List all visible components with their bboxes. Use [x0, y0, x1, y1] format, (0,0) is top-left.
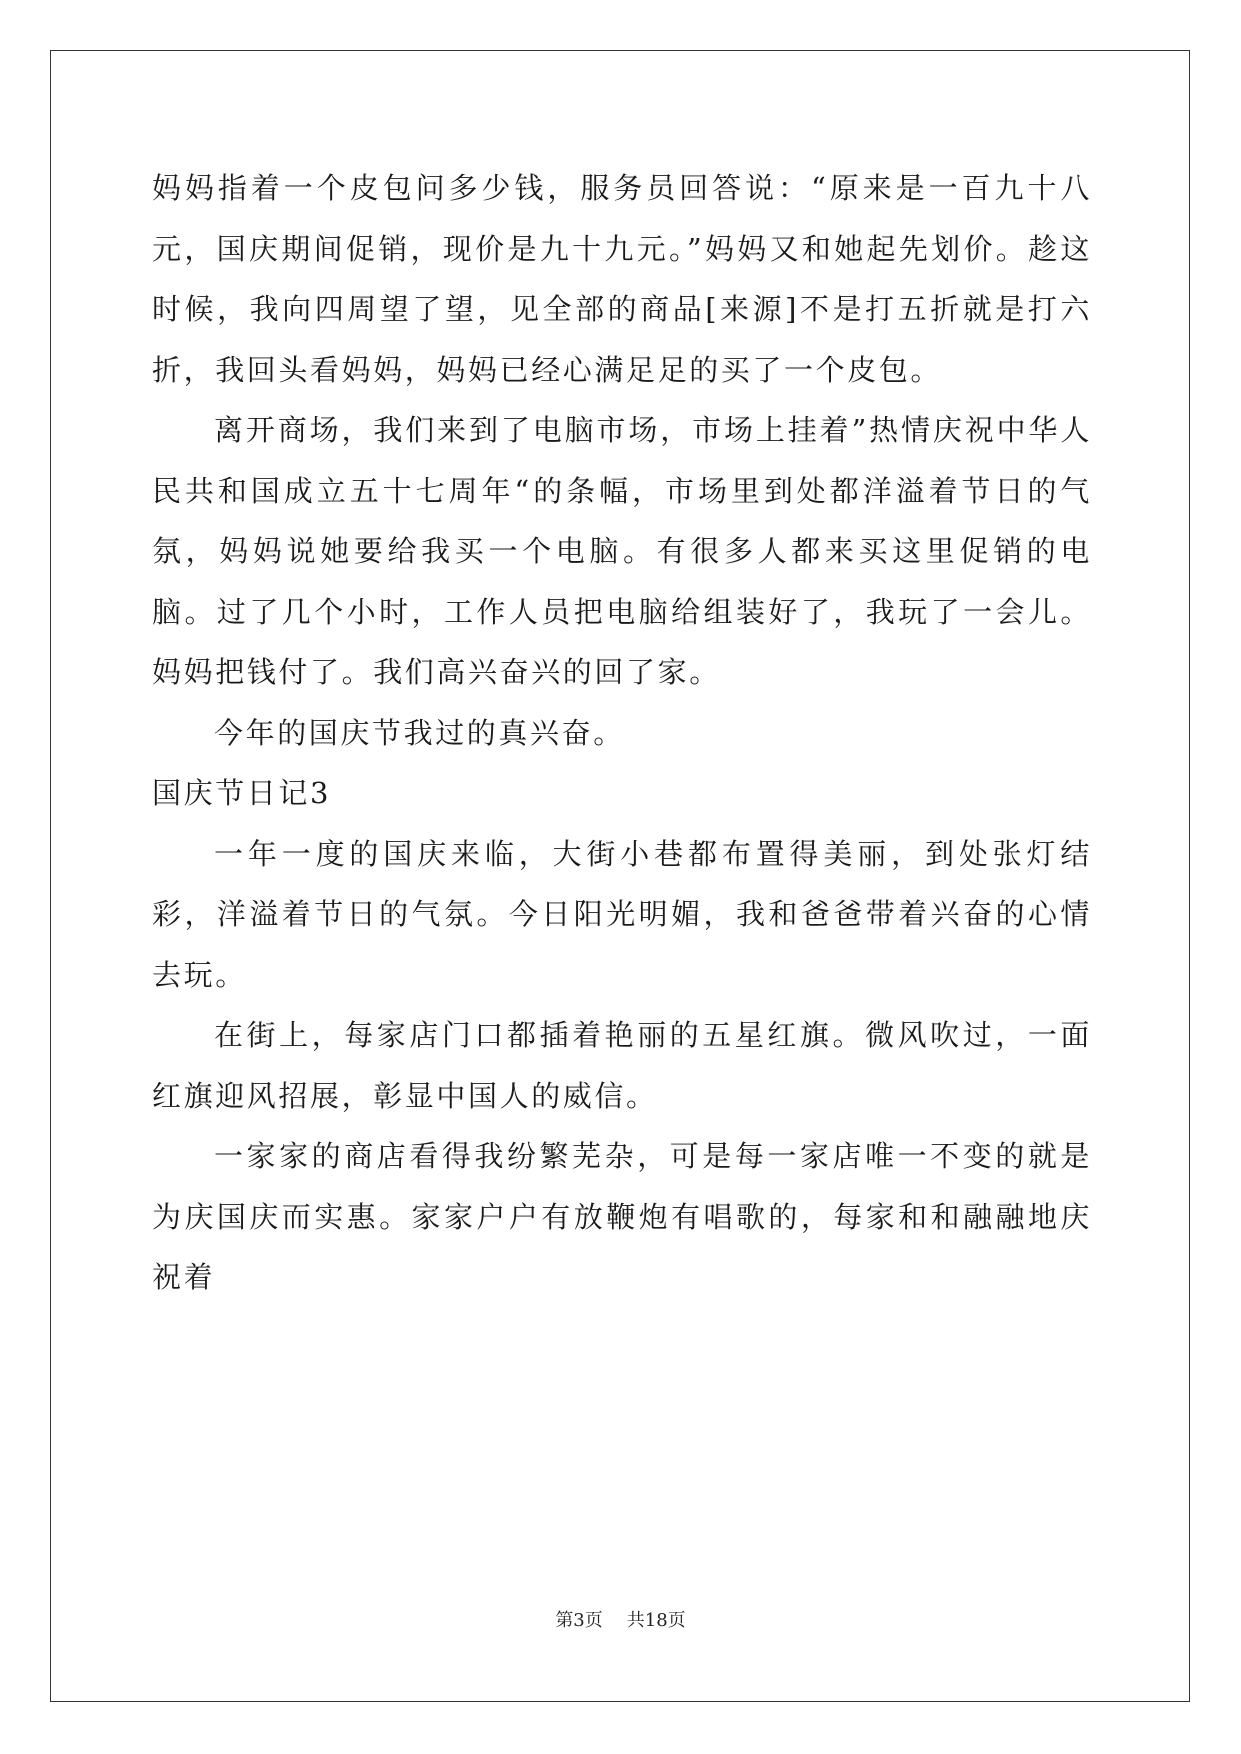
paragraph: 一年一度的国庆来临，大街小巷都布置得美丽，到处张灯结彩，洋溢着节日的气氛。今日阳光明媚，我和爸爸带着兴奋的心情去玩。 — [152, 836, 1092, 992]
paragraph: 今年的国庆节我过的真兴奋。 — [214, 715, 625, 750]
page-footer — [0, 1606, 1241, 1632]
paragraph: 妈妈指着一个皮包问多少钱，服务员回答说：“原来是一百九十八元，国庆期间促销，现价是九十九元。”妈妈又和她起先划价。趁这时候，我向四周望了望，见全部的商品[来源]不是打五折就是打六折，我回头看妈妈，妈妈已经心满足足的买了一个皮包。 — [152, 171, 1092, 387]
paragraph: 一家家的商店看得我纷繁芜杂，可是每一家店唯一不变的就是为庆国庆而实惠。家家户户有放鞭炮有唱歌的，每家和和融融地庆祝着 — [152, 1139, 1092, 1294]
page-number: 第3页 — [555, 1610, 603, 1631]
paragraph: 在街上，每家店门口都插着艳丽的五星红旗。微风吹过，一面红旗迎风招展，彰显中国人的威信。 — [152, 1018, 1092, 1113]
paragraph: 离开商场，我们来到了电脑市场，市场上挂着”热情庆祝中华人民共和国成立五十七周年“的条幅，市场里到处都洋溢着节日的气氛，妈妈说她要给我买一个电脑。有很多人都来买这里促销的电脑。过了几个小时，工作人员把电脑给组装好了，我玩了一会儿。妈妈把钱付了。我们高兴奋兴的回了家。 — [152, 413, 1092, 689]
page-total: 共18页 — [626, 1610, 686, 1631]
document-body — [152, 158, 1092, 1308]
section-heading: 国庆节日记3 — [152, 776, 332, 810]
